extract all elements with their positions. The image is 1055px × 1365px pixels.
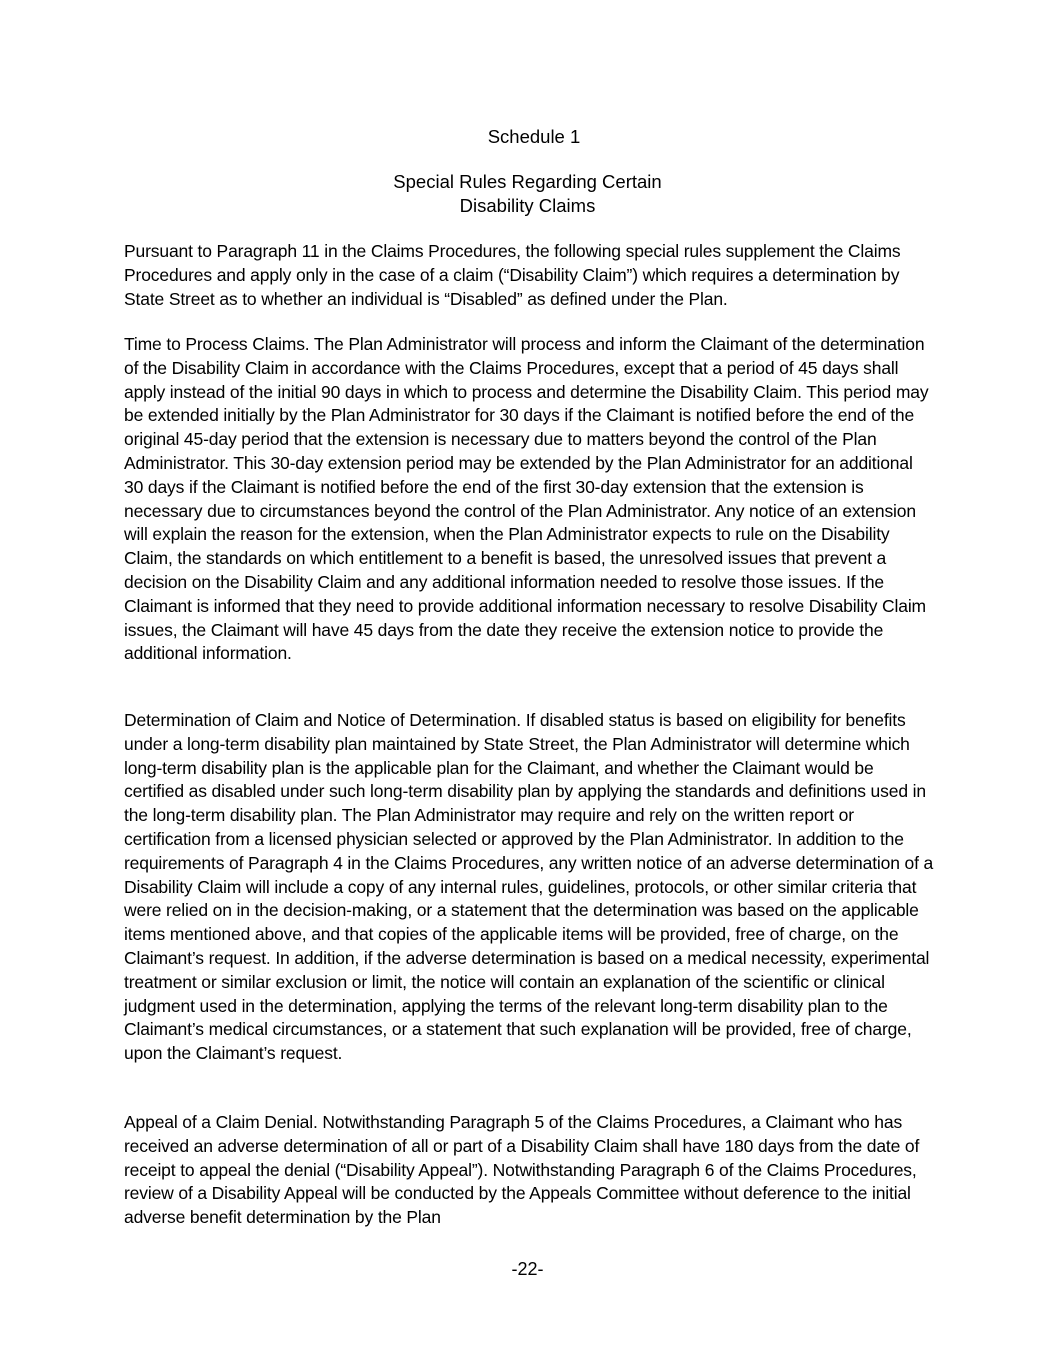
intro-paragraph-text: Pursuant to Paragraph 11 in the Claims Procedures, the following special rules supplement the Claims Procedures and apply only in the case of a claim (“Disability Claim”) which requires a determination by State Street as to whether an individual is “Disabled” as defined under the Plan. xyxy=(124,241,901,309)
schedule-title: Schedule 1 xyxy=(487,126,581,147)
determination-text: Determination of Claim and Notice of Determination. If disabled status is based on eligibility for benefits under a long-term disability plan maintained by State Street, the Plan Administrator will determine which long-term disability plan is the applicable plan for the Claimant, and whether the Claimant would be certified as disabled under such long-term disability plan by applying the standards and definitions used in the long-term disability plan. The Plan Administrator may require and rely on the written report or certification from a licensed physician selected or approved by the Plan Administrator. In addition to the requirements of Paragraph 4 in the Claims Procedures, any written notice of an adverse determination of a Disability Claim will include a copy of any internal rules, guidelines, protocols, or other similar criteria that were relied on in the decision-making, or a statement that the determination was based on the applicable items mentioned above, and that copies of the applicable items will be provided, free of charge, on the Claimant’s request. In addition, if the adverse determination is based on a medical necessity, experimental treatment or similar exclusion or limit, the notice will contain an explanation of the scientific or clinical judgment used in the determination, applying the terms of the relevant long-term disability plan to the Claimant’s medical circumstances, or a statement that such explanation will be provided, free of charge, upon the Claimant’s request. xyxy=(124,710,934,1064)
section-heading xyxy=(0,170,1055,217)
time-to-process-text: Time to Process Claims. The Plan Administrator will process and inform the Claimant of the determination of the Disability Claim in accordance with the Claims Procedures, except that a period of 45 days shall apply instead of the initial 90 days in which to process and determine the Disability Claim. This period may be extended initially by the Plan Administrator for 30 days if the Claimant is notified before the end of the original 45-day period that the extension is necessary due to matters beyond the control of the Plan Administrator. This 30-day extension period may be extended by the Plan Administrator for an additional 30 days if the Claimant is notified before the end of the first 30-day extension that the extension is necessary due to circumstances beyond the control of the Plan Administrator. Any notice of an extension will explain the reason for the extension, when the Plan Administrator expects to rule on the Disability Claim, the standards on which entitlement to a benefit is based, the unresolved issues that prevent a decision on the Disability Claim and any additional information needed to resolve those issues. If the Claimant is informed that they need to provide additional information necessary to resolve Disability Claim issues, the Claimant will have 45 days from the date they receive the extension notice to provide the additional information. xyxy=(124,334,929,664)
appeal-text: Appeal of a Claim Denial. Notwithstanding Paragraph 5 of the Claims Procedures, a Claimant who has received an adverse determination of all or part of a Disability Claim shall have 180 days from the date of receipt to appeal the denial (“Disability Appeal”). Notwithstanding Paragraph 6 of the Claims Procedures, review of a Disability Appeal will be conducted by the Appeals Committee without deference to the initial adverse benefit determination by the Plan xyxy=(124,1112,920,1228)
appeal-paragraph xyxy=(124,1111,936,1230)
page-number: -22- xyxy=(511,1259,544,1279)
heading-line-1: Special Rules Regarding Certain xyxy=(393,171,662,192)
intro-paragraph xyxy=(124,240,936,311)
determination-paragraph xyxy=(124,709,936,1066)
heading-line-2: Disability Claims xyxy=(459,194,596,216)
time-to-process-paragraph xyxy=(124,333,936,666)
